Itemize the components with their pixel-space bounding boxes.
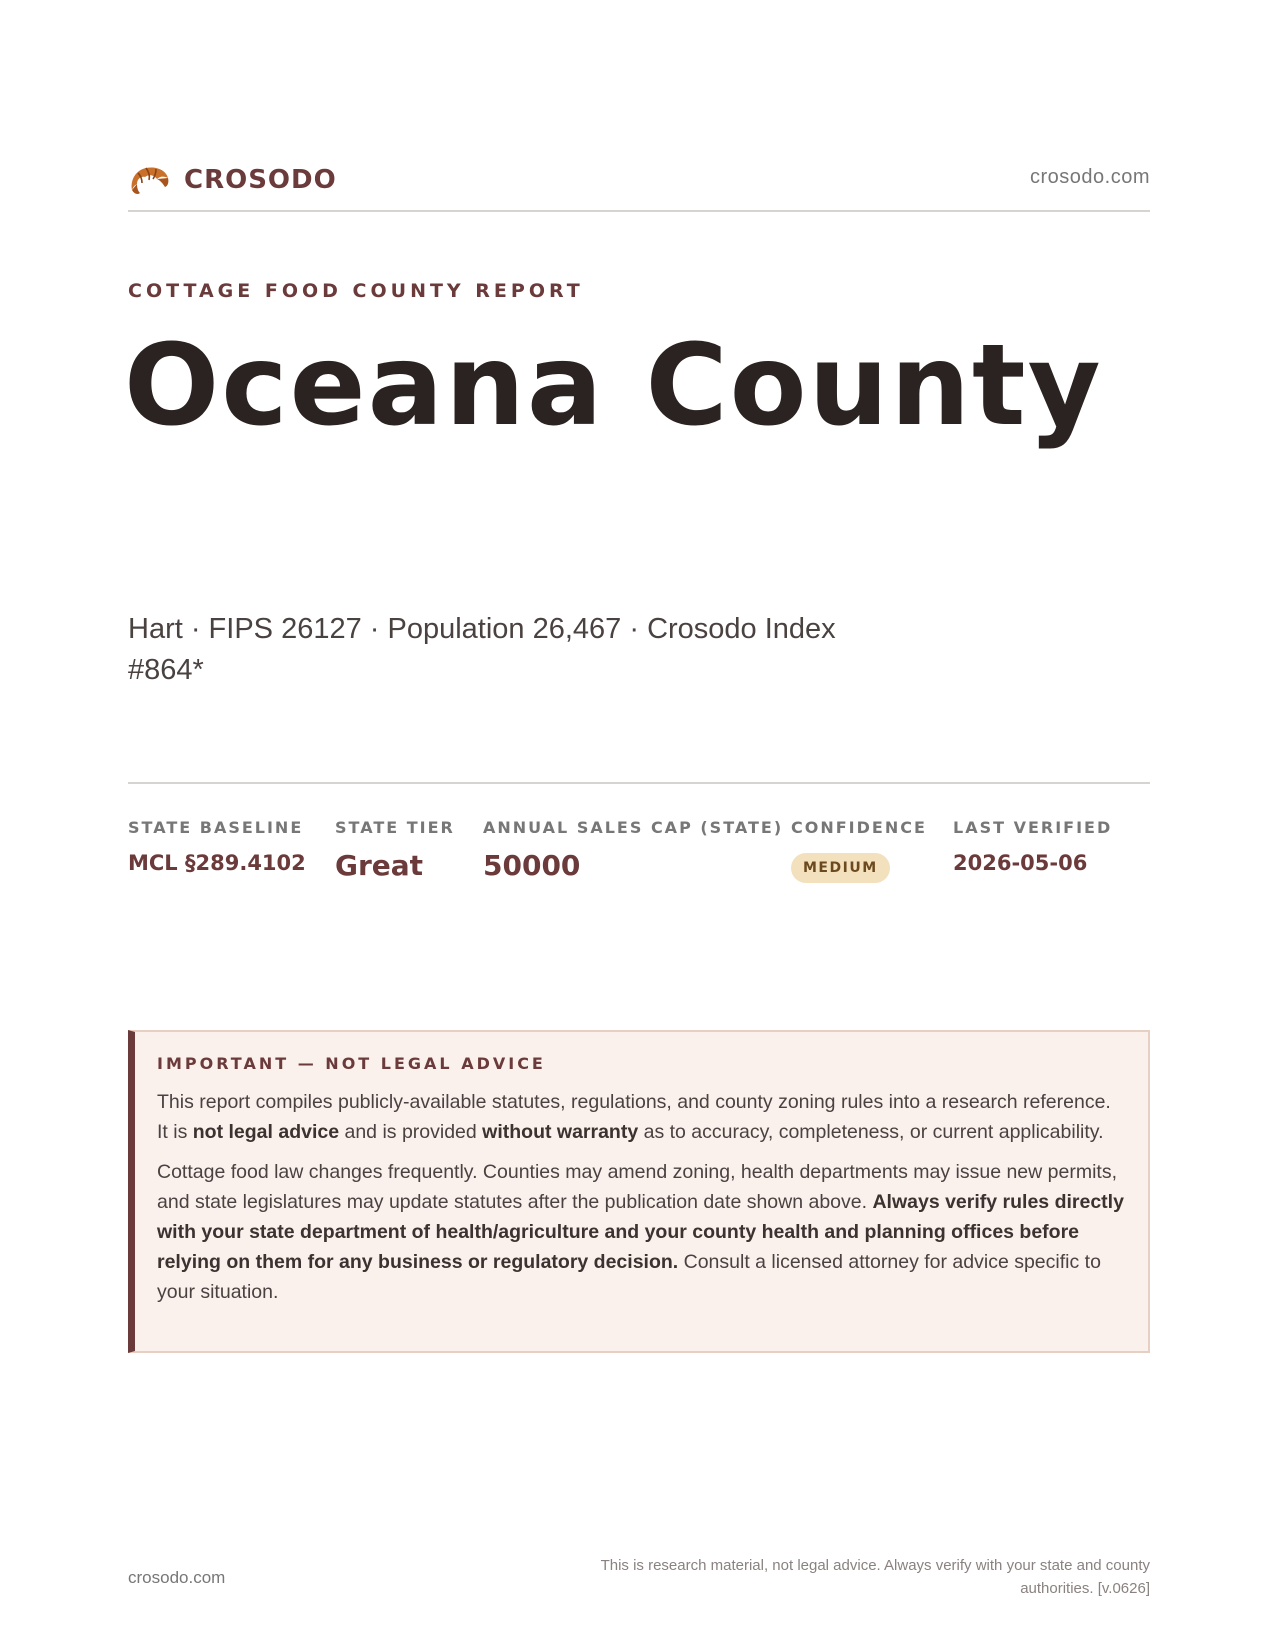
county-subtitle: Hart · FIPS 26127 · Population 26,467 · Crosodo Index #864* [128, 613, 836, 686]
stat-value: MCL §289.4102 [128, 851, 306, 875]
confidence-badge: MEDIUM [791, 853, 890, 883]
report-eyebrow: COTTAGE FOOD COUNTY REPORT [128, 280, 584, 302]
notice-title: IMPORTANT — NOT LEGAL ADVICE [157, 1054, 546, 1073]
stat-value: Great [335, 849, 424, 882]
stat-state-baseline [128, 818, 306, 875]
stat-annual-sales-cap [483, 818, 783, 882]
stat-value: 50000 [483, 849, 581, 882]
stat-label: STATE TIER [335, 818, 455, 837]
brand-name: CROSODO [184, 165, 337, 195]
croissant-icon [128, 160, 170, 200]
stat-label: LAST VERIFIED [953, 818, 1113, 837]
legal-notice [128, 1030, 1150, 1353]
divider [128, 782, 1150, 784]
stat-label: STATE BASELINE [128, 818, 304, 837]
notice-paragraph: This report compiles publicly-available statutes, regulations, and county zoning rules into a research reference. It is not legal advice and is provided without warranty as to accuracy, completeness, or current applicability. [157, 1091, 1111, 1143]
footer-site-url[interactable]: crosodo.com [128, 1568, 226, 1587]
stat-value: 2026-05-06 [953, 851, 1088, 875]
stat-state-tier [335, 818, 455, 882]
stat-label: CONFIDENCE [791, 818, 927, 837]
stat-confidence [791, 818, 927, 883]
page-header [128, 160, 1150, 212]
footer-disclaimer: This is research material, not legal advice. Always verify with your state and county authorities. [v.0626] [600, 1557, 1150, 1597]
stat-label: ANNUAL SALES CAP (STATE) [483, 818, 784, 837]
stat-last-verified [953, 818, 1112, 875]
page-title: Oceana County [124, 321, 1103, 451]
notice-paragraph: Cottage food law changes frequently. Counties may amend zoning, health departments may issue new permits, and state legislatures may update statutes after the publication date shown above. Always verify rules directly with your state department of health/agriculture and your county health and planning offices before relying on them for any business or regulatory decision. Consult a licensed attorney for advice specific to your situation. [157, 1161, 1124, 1303]
site-url-link[interactable]: crosodo.com [1030, 166, 1150, 188]
brand[interactable] [128, 160, 337, 200]
